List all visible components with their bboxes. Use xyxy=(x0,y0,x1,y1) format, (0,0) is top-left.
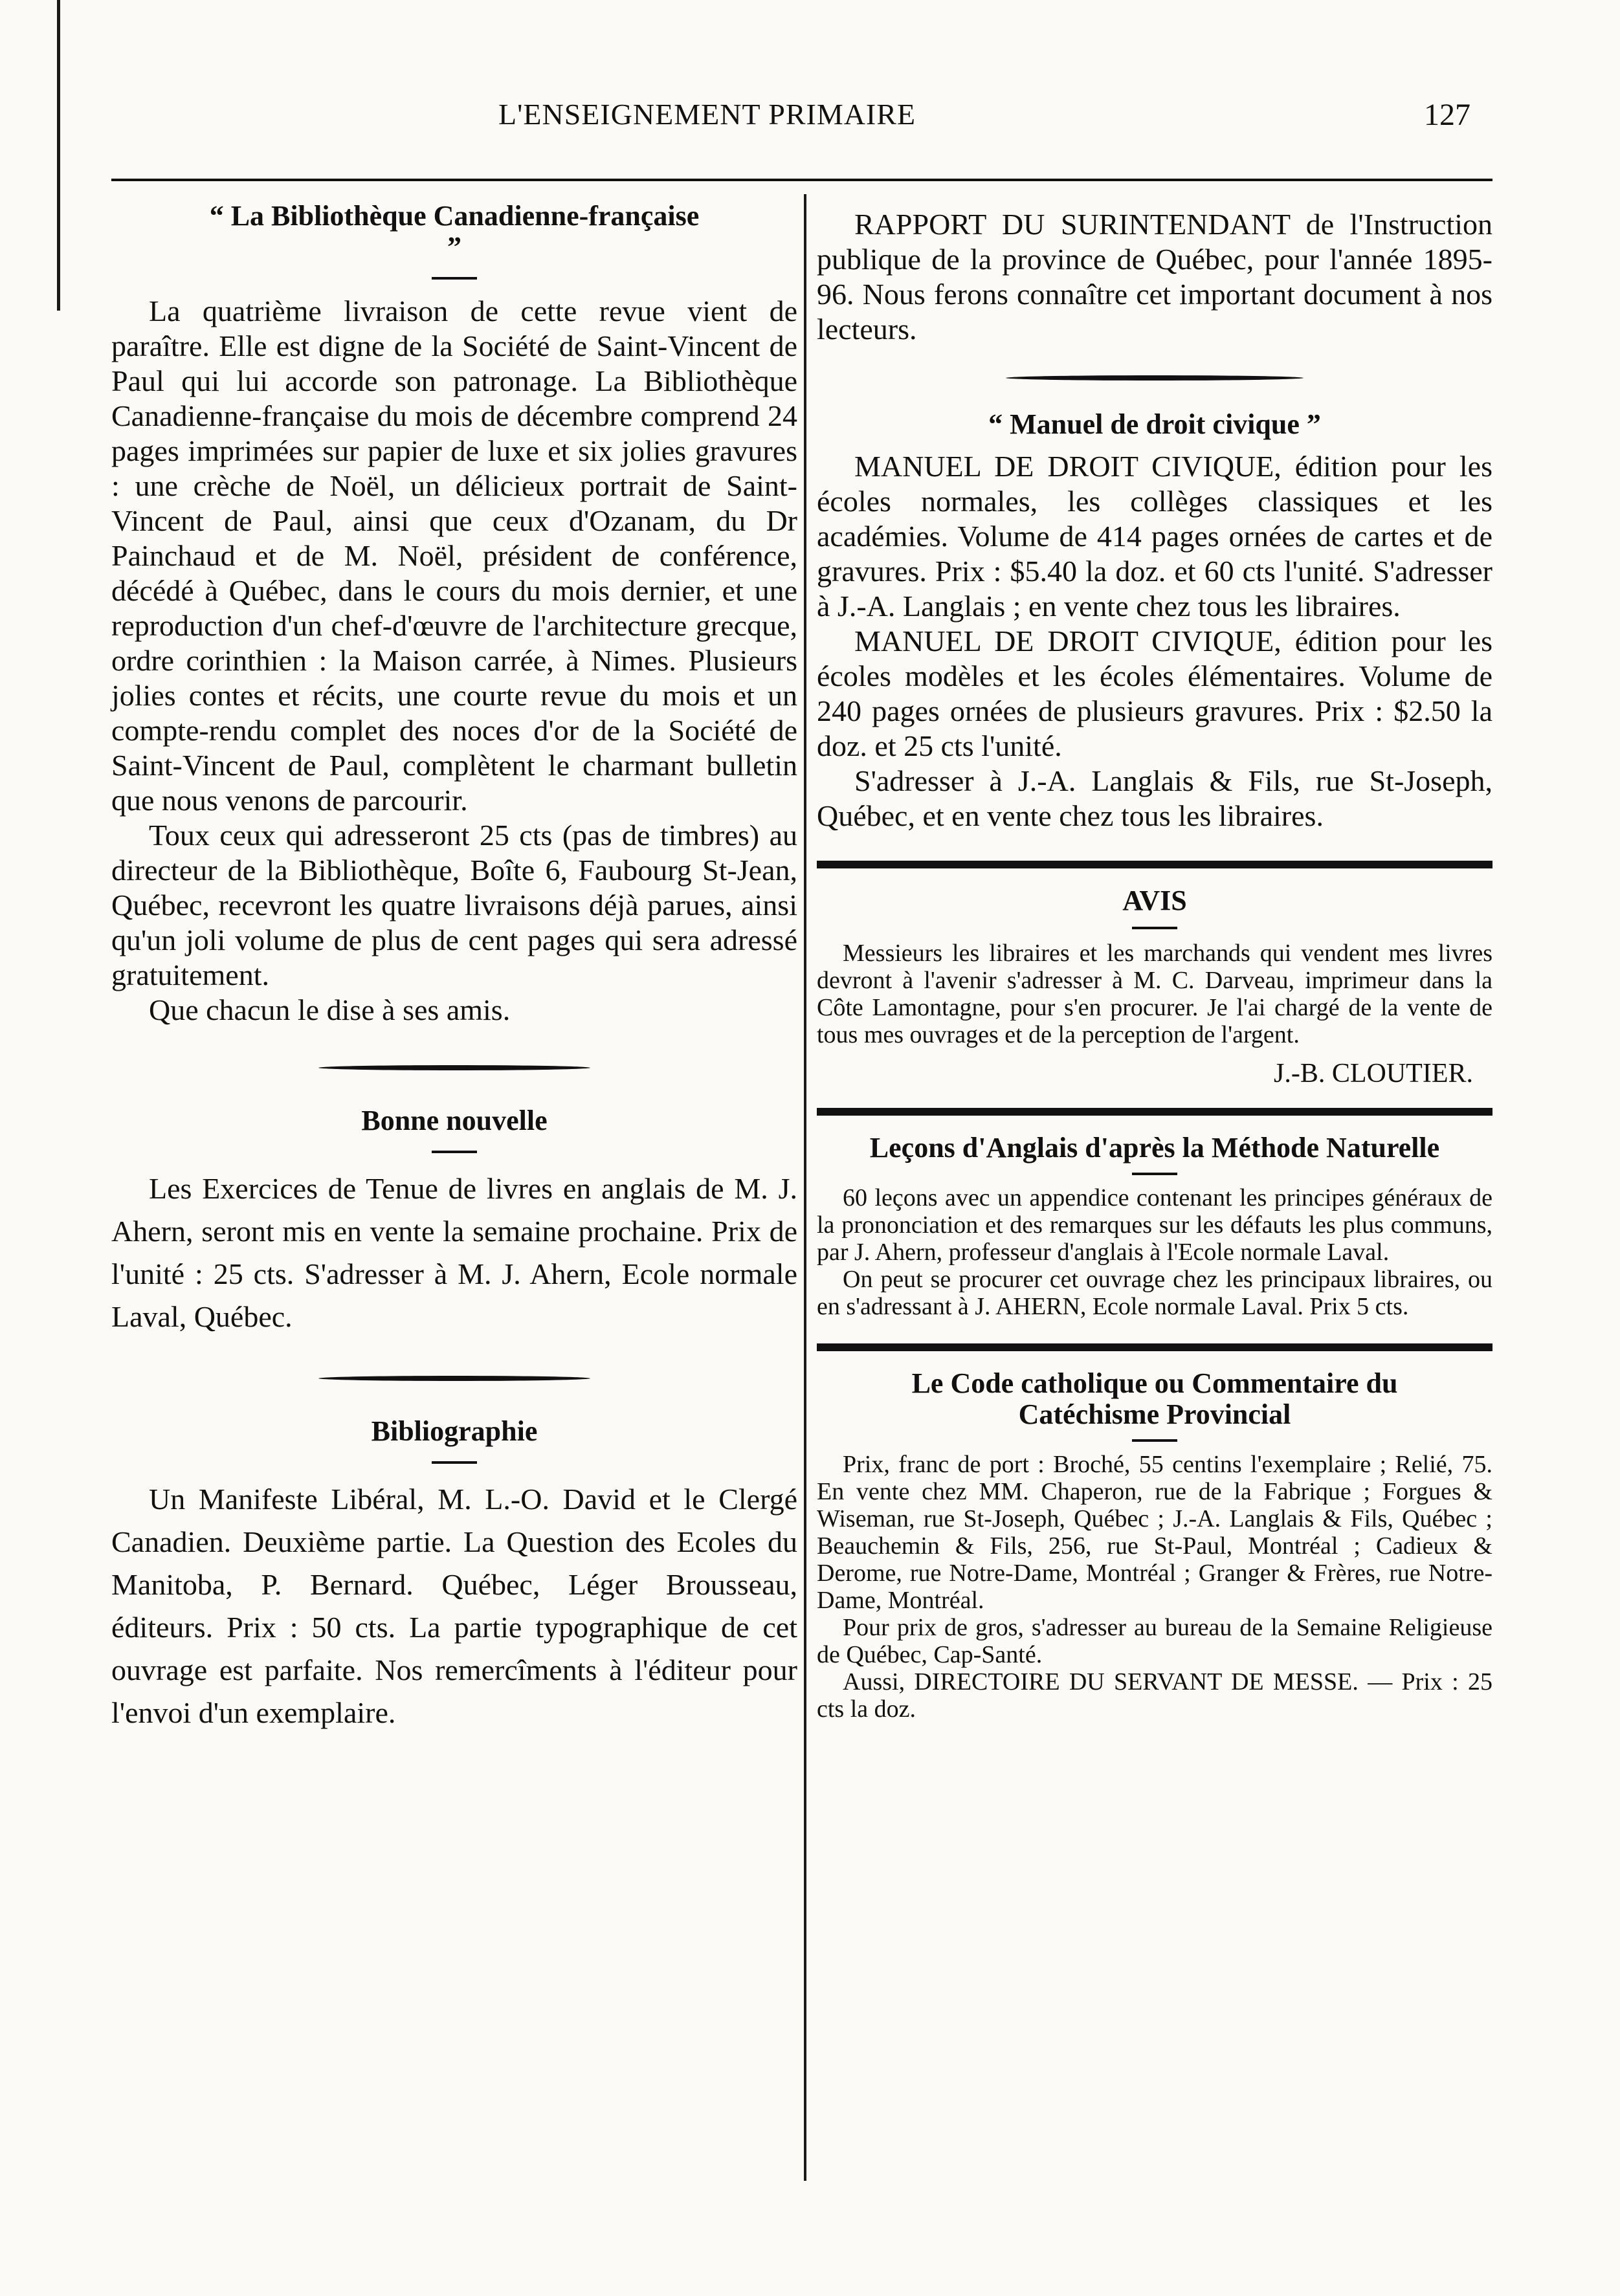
page-number: 127 xyxy=(1424,98,1470,132)
avis-paragraph: Messieurs les libraires et les marchands qui vendent mes livres devront à l'avenir s'adresser à M. C. Darveau, imprimeur dans la Côte Lamontagne, pour s'en procurer. Je l'ai chargé de la vente de tous mes ouvrages et de la perception de l'argent. xyxy=(817,940,1492,1048)
avis-signature: J.-B. CLOUTIER. xyxy=(1274,1059,1473,1088)
manuel-paragraph-1: MANUEL DE DROIT CIVIQUE, édition pour les écoles normales, les collèges classiques et les académies. Volume de 414 pages ornées de cartes et de gravures. Prix : $5.40 la doz. et 60 cts l'unité. S'adresser à J.-A. Langlais ; en vente chez tous les libraires. xyxy=(817,450,1492,623)
section-rule xyxy=(817,861,1492,868)
manuel-paragraph-2: MANUEL DE DROIT CIVIQUE, édition pour les écoles modèles et les écoles élémentaires. Volume de 240 pages ornées de plusieurs gravures. Prix : $2.50 la doz. et 25 cts l'unité. xyxy=(817,624,1492,762)
lecons-paragraph-2: On peut se procurer cet ouvrage chez les principaux libraires, ou en s'adressant à J. AHERN, Ecole normale Laval. Prix 5 cts. xyxy=(817,1266,1492,1320)
bibliotheque-heading: “ La Bibliothèque Canadienne-française ” xyxy=(209,200,700,263)
bonne-nouvelle-heading: Bonne nouvelle xyxy=(361,1105,548,1136)
bibliotheque-paragraph-3: Que chacun le dise à ses amis. xyxy=(149,993,511,1026)
right-column xyxy=(817,207,1492,1723)
heading-dash xyxy=(432,1461,477,1464)
bibliographie-paragraph: Un Manifeste Libéral, M. L.-O. David et le Clergé Canadien. Deuxième partie. La Question des Ecoles du Manitoba, P. Bernard. Québec, Léger Brousseau, éditeurs. Prix : 50 cts. La partie typographique de cet ouvrage est parfaite. Nos remercîments à l'éditeur pour l'envoi d'un exemplaire. xyxy=(111,1483,797,1729)
code-heading: Le Code catholique ou Commentaire du Catéchisme Provincial xyxy=(911,1367,1398,1430)
running-header-title: L'ENSEIGNEMENT PRIMAIRE xyxy=(498,98,916,131)
heading-dash xyxy=(1132,1173,1177,1175)
manuel-heading: “ Manuel de droit civique ” xyxy=(988,408,1321,440)
section-ornament xyxy=(318,1376,590,1381)
lecons-heading: Leçons d'Anglais d'après la Méthode Naturelle xyxy=(869,1132,1440,1164)
heading-dash xyxy=(432,277,477,280)
section-ornament xyxy=(1006,375,1304,381)
bibliotheque-paragraph-2: Toux ceux qui adresseront 25 cts (pas de timbres) au directeur de la Bibliothèque, Boîte 6, Faubourg St-Jean, Québec, recevront les quatre livraisons déjà parues, ainsi qu'un joli volume de plus de cent pages qui sera adressé gratuitement. xyxy=(111,819,797,991)
bibliographie-heading: Bibliographie xyxy=(371,1415,538,1447)
heading-dash xyxy=(432,1151,477,1153)
manuel-paragraph-3: S'adresser à J.-A. Langlais & Fils, rue St-Joseph, Québec, et en vente chez tous les libraires. xyxy=(817,764,1492,832)
section-rule xyxy=(817,1108,1492,1116)
avis-heading: AVIS xyxy=(1122,885,1187,916)
bibliotheque-paragraph-1: La quatrième livraison de cette revue vient de paraître. Elle est digne de la Société de Saint-Vincent de Paul qui lui accorde son patronage. La Bibliothèque Canadienne-française du mois de décembre comprend 24 pages imprimées sur papier de luxe et six jolies gravures : une crèche de Noël, un délicieux portrait de Saint-Vincent de Paul, ainsi que ceux d'Ozanam, du Dr Painchaud et de M. Noël, président de conférence, décédé à Québec, dans le cours du mois dernier, et une reproduction d'un chef-d'œuvre de l'architecture grecque, ordre corinthien : la Maison carrée, à Nimes. Plusieurs jolies contes et récits, une courte revue du mois et un compte-rendu complet des noces d'or de la Société de Saint-Vincent de Paul, complètent le charmant bulletin que nous venons de parcourir. xyxy=(111,294,797,817)
code-paragraph-3: Aussi, DIRECTOIRE DU SERVANT DE MESSE. — Prix : 25 cts la doz. xyxy=(817,1668,1492,1723)
code-paragraph-2: Pour prix de gros, s'adresser au bureau de la Semaine Religieuse de Québec, Cap-Santé. xyxy=(817,1614,1492,1668)
section-ornament xyxy=(318,1065,590,1070)
rapport-paragraph: RAPPORT DU SURINTENDANT de l'Instruction publique de la province de Québec, pour l'année 1895-96. Nous ferons connaître cet important document à nos lecteurs. xyxy=(817,208,1492,346)
left-margin-rule xyxy=(57,0,60,311)
lecons-paragraph-1: 60 leçons avec un appendice contenant les principes généraux de la prononciation et des remarques sur les défauts les plus communs, par J. Ahern, professeur d'anglais à l'Ecole normale Laval. xyxy=(817,1184,1492,1266)
heading-dash xyxy=(1132,1439,1177,1442)
bonne-nouvelle-paragraph: Les Exercices de Tenue de livres en anglais de M. J. Ahern, seront mis en vente la semaine prochaine. Prix de l'unité : 25 cts. S'adresser à M. J. Ahern, Ecole normale Laval, Québec. xyxy=(111,1172,797,1333)
header-rule xyxy=(111,179,1492,181)
section-rule xyxy=(817,1343,1492,1351)
column-divider xyxy=(804,194,806,2181)
heading-dash xyxy=(1132,927,1177,929)
left-column xyxy=(111,201,797,1734)
code-paragraph-1: Prix, franc de port : Broché, 55 centins l'exemplaire ; Relié, 75. En vente chez MM. Chaperon, rue de la Fabrique ; Forgues & Wiseman, rue St-Joseph, Québec ; J.-A. Langlais & Fils, Québec ; Beauchemin & Fils, 256, rue St-Paul, Montréal ; Cadieux & Derome, rue Notre-Dame, Montréal ; Granger & Frères, rue Notre-Dame, Montréal. xyxy=(817,1451,1492,1614)
